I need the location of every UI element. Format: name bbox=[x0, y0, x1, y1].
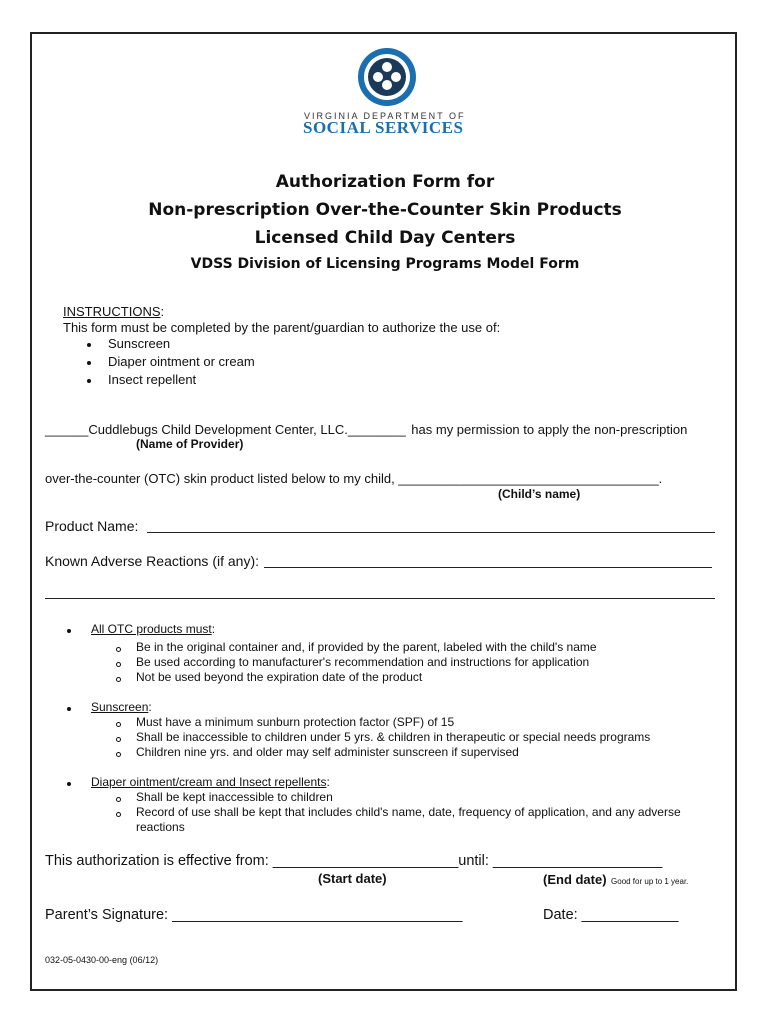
adverse-reactions-label: Known Adverse Reactions (if any): bbox=[45, 553, 259, 569]
rule-heading: Sunscreen: bbox=[91, 700, 152, 714]
bullet-icon bbox=[87, 361, 91, 365]
parent-signature-field[interactable]: Parent’s Signature: ____________________________________ bbox=[45, 907, 463, 923]
end-date-caption: (End date) Good for up to 1 year. bbox=[543, 872, 689, 887]
circle-bullet-icon bbox=[116, 662, 121, 667]
adverse-reactions-input-line2[interactable] bbox=[45, 598, 715, 599]
instructions-text: This form must be completed by the parent/guardian to authorize the use of: bbox=[63, 320, 501, 335]
circle-bullet-icon bbox=[116, 677, 121, 682]
start-date-caption: (Start date) bbox=[318, 871, 387, 886]
circle-bullet-icon bbox=[116, 737, 121, 742]
bullet-icon bbox=[67, 782, 71, 786]
product-name-input[interactable] bbox=[147, 532, 715, 533]
circle-bullet-icon bbox=[116, 647, 121, 652]
child-name-line[interactable]: over-the-counter (OTC) skin product listed below to my child, ____________________________________. bbox=[45, 471, 663, 486]
rule-item: Children nine yrs. and older may self administer sunscreen if supervised bbox=[136, 745, 519, 759]
title-line3: Licensed Child Day Centers bbox=[254, 228, 516, 248]
rule-item: Be in the original container and, if provided by the parent, labeled with the child's name bbox=[136, 640, 597, 654]
bullet-icon bbox=[87, 343, 91, 347]
instruction-item: Insect repellent bbox=[108, 372, 197, 387]
rule-item: Shall be inaccessible to children under 5 yrs. & children in therapeutic or special needs programs bbox=[136, 730, 651, 744]
bullet-icon bbox=[67, 707, 71, 711]
agency-line2: SOCIAL SERVICES bbox=[303, 118, 464, 137]
instructions-heading: INSTRUCTIONS: bbox=[63, 304, 165, 319]
title-line2: Non-prescription Over-the-Counter Skin Products bbox=[148, 200, 622, 220]
instruction-item: Sunscreen bbox=[108, 336, 171, 351]
form-subtitle: VDSS Division of Licensing Programs Model Form bbox=[190, 256, 580, 272]
title-line1: Authorization Form for bbox=[275, 172, 495, 192]
signature-date-field[interactable]: Date: ____________ bbox=[543, 907, 679, 923]
provider-caption: (Name of Provider) bbox=[136, 437, 244, 451]
bullet-icon bbox=[87, 379, 91, 383]
product-name-label: Product Name: bbox=[45, 518, 139, 534]
form-number: 032-05-0430-00-eng (06/12) bbox=[45, 955, 159, 965]
agency-line1: VIRGINIA DEPARTMENT OF bbox=[304, 111, 466, 121]
provider-line: ______Cuddlebugs Child Development Center, LLC.________ has my permission to apply the non-prescription bbox=[45, 422, 688, 437]
adverse-reactions-input[interactable] bbox=[264, 567, 712, 568]
child-caption: (Child’s name) bbox=[498, 487, 581, 501]
rule-heading: All OTC products must: bbox=[91, 622, 216, 636]
bullet-icon bbox=[67, 629, 71, 633]
rule-item: Must have a minimum sunburn protection factor (SPF) of 15 bbox=[136, 715, 455, 729]
instruction-item: Diaper ointment or cream bbox=[108, 354, 255, 369]
vdss-logo bbox=[356, 46, 418, 108]
circle-bullet-icon bbox=[116, 812, 121, 817]
circle-bullet-icon bbox=[116, 722, 121, 727]
rule-item-continued: reactions bbox=[136, 820, 185, 834]
rule-heading: Diaper ointment/cream and Insect repellents: bbox=[91, 775, 330, 789]
rule-item: Not be used beyond the expiration date of the product bbox=[136, 670, 423, 684]
circle-bullet-icon bbox=[116, 797, 121, 802]
circle-bullet-icon bbox=[116, 752, 121, 757]
rule-item: Record of use shall be kept that includes child's name, date, frequency of application, and any adverse bbox=[136, 805, 681, 819]
authorization-dates-line[interactable]: This authorization is effective from: _______________________until: _____________________ bbox=[45, 853, 663, 869]
rule-item: Be used according to manufacturer's recommendation and instructions for application bbox=[136, 655, 590, 669]
rule-item: Shall be kept inaccessible to children bbox=[136, 790, 333, 804]
provider-name-field[interactable]: Cuddlebugs Child Development Center, LLC. bbox=[88, 422, 348, 437]
